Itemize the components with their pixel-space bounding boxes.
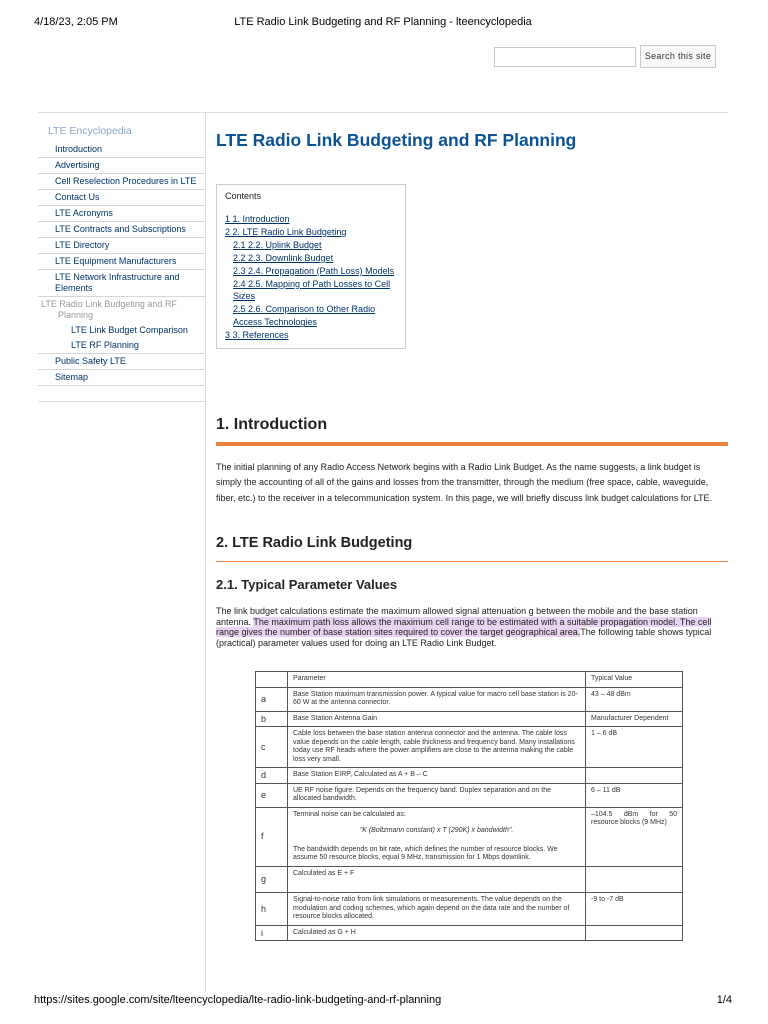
sidebar-item-lte-equipment[interactable]: LTE Equipment Manufacturers xyxy=(38,254,205,270)
table-row xyxy=(256,768,683,784)
table-header-row xyxy=(256,672,683,688)
table-row xyxy=(256,866,683,893)
print-datetime: 4/18/23, 2:05 PM xyxy=(34,16,118,28)
row-label: a xyxy=(256,687,288,711)
sidebar-item-lte-network[interactable]: LTE Network Infrastructure and Elements xyxy=(38,270,205,297)
row-label: g xyxy=(256,866,288,893)
toc-link[interactable]: 2.1 2.2. Uplink Budget xyxy=(233,239,322,250)
sidebar-nav xyxy=(38,119,205,386)
print-url: https://sites.google.com/site/lteencyclopedia/lte-radio-link-budgeting-and-rf-planning xyxy=(34,994,442,1006)
print-page-number: 1/4 xyxy=(716,994,732,1006)
print-page-title: LTE Radio Link Budgeting and RF Planning - lteencyclopedia xyxy=(234,16,532,28)
row-value xyxy=(586,866,683,893)
row-value xyxy=(586,768,683,784)
row-label: d xyxy=(256,768,288,784)
intro-paragraph: The initial planning of any Radio Access Network begins with a Radio Link Budget. As the name suggests, a link budget is simply the accounting of all of the gains and losses from the transmitter, through the medium (free space, cable, waveguide, fiber, etc.) to the receiver in a telecommunication system. In this page, we will briefly discuss link budget calculations for LTE. xyxy=(216,462,713,503)
row-label: c xyxy=(256,727,288,768)
paragraph-text: The link budget calculations estimate the maximum allowed signal attenuation g between the mobile and the base station antenna. xyxy=(216,606,698,627)
table-row xyxy=(256,711,683,727)
section-divider xyxy=(216,442,728,446)
sidebar-subitem-rf-planning[interactable]: LTE RF Planning xyxy=(71,340,139,350)
row-label: i xyxy=(256,925,288,941)
sidebar-item-public-safety[interactable]: Public Safety LTE xyxy=(38,353,205,370)
row-parameter: The bandwidth depends on bit rate, which defines the number of resource blocks. We assume 50 resource blocks, equal 9 MHz, transmission for 1 Mbps downlink. xyxy=(293,845,558,861)
row-parameter: Cable loss between the base station antenna connector and the antenna. The cable loss value depends on the cable length, cable thickness and frequency band. Many installations today use RF heads where the power amplifiers are close to the antenna making the cable loss very small. xyxy=(288,727,586,768)
row-label: e xyxy=(256,783,288,807)
sidebar-item-lte-acronyms[interactable]: LTE Acronyms xyxy=(38,206,205,222)
row-parameter: UE RF noise figure. Depends on the frequency band. Duplex separation and on the allocated bandwidth. xyxy=(288,783,586,807)
toc-link[interactable]: 1 1. Introduction xyxy=(225,214,290,224)
highlighted-text: The maximum path loss allows the maximum cell range to be estimated with a suitable propagation model. The cell range gives the number of base station sites required to cover the target geographical area. xyxy=(216,616,712,638)
toc-link[interactable]: 3 3. References xyxy=(225,330,289,341)
sidebar-item-sitemap[interactable]: Sitemap xyxy=(38,370,205,386)
sidebar-item-lte-directory[interactable]: LTE Directory xyxy=(38,238,205,254)
row-parameter-intro: Terminal noise can be calculated as: xyxy=(293,810,406,818)
row-parameter: Calculated as E + F xyxy=(288,866,586,893)
table-row xyxy=(256,783,683,807)
sidebar-item-cell-reselection[interactable]: Cell Reselection Procedures in LTE xyxy=(38,174,205,190)
search-button[interactable]: Search this site xyxy=(640,45,716,68)
row-value: 1 – 6 dB xyxy=(586,727,683,768)
row-value xyxy=(586,925,683,941)
table-row xyxy=(256,925,683,941)
table-row xyxy=(256,893,683,926)
parameter-table xyxy=(255,671,683,941)
sidebar-item-contact-us[interactable]: Contact Us xyxy=(38,190,205,206)
row-value: Manufacturer Dependent xyxy=(586,711,683,727)
section-divider xyxy=(216,561,728,562)
table-cell xyxy=(256,672,288,688)
row-parameter: Base Station Antenna Gain xyxy=(288,711,586,727)
toc-heading: Contents xyxy=(225,191,262,201)
row-label: b xyxy=(256,711,288,727)
sidebar-title: LTE Encyclopedia xyxy=(48,125,132,137)
toc-link[interactable]: 2.3 2.4. Propagation (Path Loss) Models xyxy=(233,265,395,276)
section-heading-introduction: 1. Introduction xyxy=(216,416,328,433)
toc-link[interactable]: 2 2. LTE Radio Link Budgeting xyxy=(225,226,347,237)
table-header-parameter: Parameter xyxy=(288,672,586,688)
row-value: -9 to -7 dB xyxy=(586,893,683,926)
print-footer xyxy=(34,994,732,1006)
toc-link[interactable]: 2.5 2.6. Comparison to Other Radio Access Technologies xyxy=(233,304,376,328)
table-row xyxy=(256,727,683,768)
typical-values-paragraph xyxy=(216,606,728,648)
section-heading-typical-values: 2.1. Typical Parameter Values xyxy=(216,577,398,592)
table-header-value: Typical Value xyxy=(586,672,683,688)
page-title: LTE Radio Link Budgeting and RF Planning xyxy=(216,130,577,150)
sidebar-divider xyxy=(205,112,206,992)
row-parameter-cell xyxy=(288,807,586,866)
sidebar-item-introduction[interactable]: Introduction xyxy=(38,142,205,158)
section-heading-budgeting: 2. LTE Radio Link Budgeting xyxy=(216,535,413,551)
row-parameter: Signal-to-noise ratio from link simulations or measurements. The value depends on the modulation and coding schemes, which again depend on the data rate and the number of resource blocks allocated. xyxy=(288,893,586,926)
toc-link[interactable]: 2.4 2.5. Mapping of Path Losses to Cell Sizes xyxy=(233,278,391,302)
paragraph-text: The following table shows typical (practical) parameter values used for doing an LTE Radio Link Budget. xyxy=(216,627,712,648)
table-row xyxy=(256,807,683,866)
sidebar-subitem-link-budget-comparison[interactable]: LTE Link Budget Comparison xyxy=(71,325,188,335)
search-input[interactable] xyxy=(494,47,636,67)
row-value: 43 – 48 dBm xyxy=(586,687,683,711)
noise-formula: "K (Boltzmann constant) x T (290K) x bandwidth". xyxy=(359,827,514,834)
row-value: –104.5 dBm for 50 resource blocks (9 MHz) xyxy=(586,807,683,866)
toc-link[interactable]: 2.2 2.3. Downlink Budget xyxy=(233,252,334,263)
table-row xyxy=(256,687,683,711)
table-of-contents xyxy=(216,184,406,349)
sidebar-item-current-page[interactable]: LTE Radio Link Budgeting and RF Planning xyxy=(41,299,177,320)
content-top-divider xyxy=(38,112,728,113)
sidebar-item-advertising[interactable]: Advertising xyxy=(38,158,205,174)
sidebar-bottom-divider xyxy=(38,401,205,402)
row-parameter: Base Station EIRP, Calculated as A + B – C xyxy=(288,768,586,784)
row-value: 6 – 11 dB xyxy=(586,783,683,807)
row-parameter: Base Station maximum transmission power. A typical value for macro cell base station is 20-60 W at the antenna connector. xyxy=(288,687,586,711)
row-parameter: Calculated as G + H xyxy=(288,925,586,941)
row-label: f xyxy=(256,807,288,866)
row-label: h xyxy=(256,893,288,926)
sidebar-item-lte-contracts[interactable]: LTE Contracts and Subscriptions xyxy=(38,222,205,238)
